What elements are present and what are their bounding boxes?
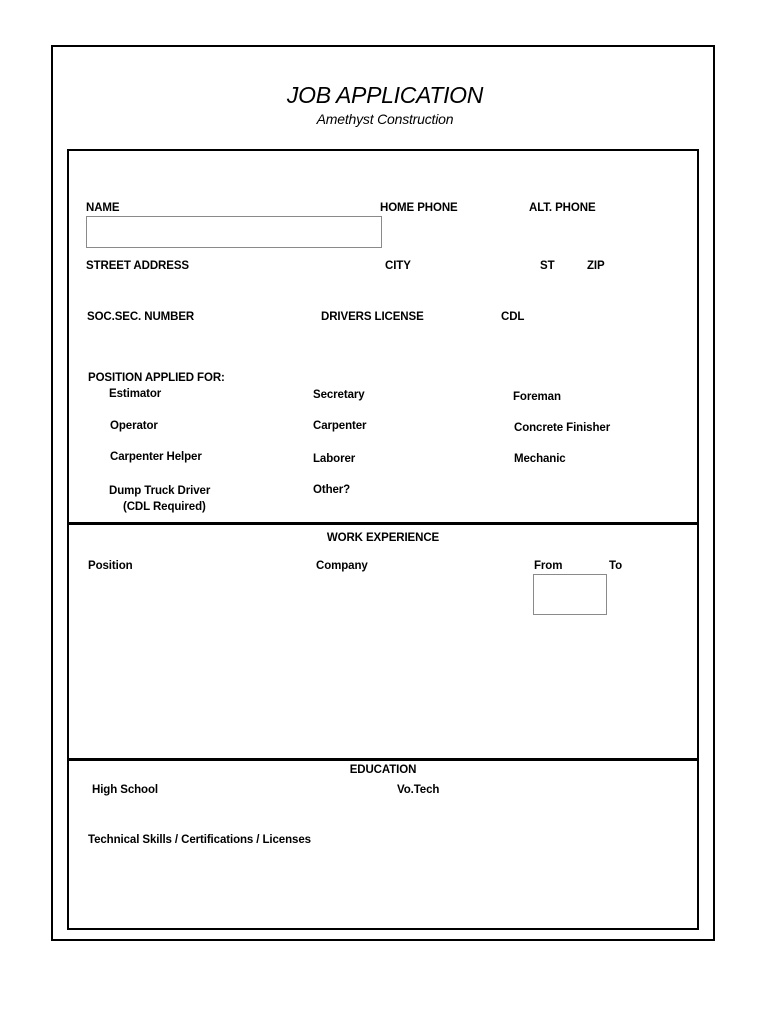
street-address-label: STREET ADDRESS: [86, 260, 189, 272]
position-operator: Operator: [110, 420, 158, 432]
votech-label: Vo.Tech: [397, 784, 440, 796]
form-title: JOB APPLICATION: [286, 82, 484, 108]
name-label: NAME: [86, 202, 120, 214]
zip-label: ZIP: [587, 260, 605, 272]
work-from-label: From: [534, 560, 563, 572]
position-foreman: Foreman: [513, 391, 561, 403]
ssn-label: SOC.SEC. NUMBER: [87, 311, 195, 323]
position-carpenter: Carpenter: [313, 420, 367, 432]
state-label: ST: [540, 260, 555, 272]
technical-skills-label: Technical Skills / Certifications / Licenses: [88, 834, 311, 846]
position-other: Other?: [313, 484, 351, 496]
position-carpenter-helper: Carpenter Helper: [110, 451, 202, 463]
work-experience-section: [67, 522, 699, 761]
cdl-label: CDL: [501, 311, 525, 323]
high-school-label: High School: [92, 784, 158, 796]
position-mechanic: Mechanic: [514, 453, 566, 465]
position-laborer: Laborer: [313, 453, 356, 465]
work-to-label: To: [609, 560, 622, 572]
city-label: CITY: [385, 260, 411, 272]
company-name: Amethyst Construction: [316, 111, 454, 127]
work-from-input[interactable]: [533, 574, 607, 615]
home-phone-label: HOME PHONE: [380, 202, 458, 214]
drivers-license-label: DRIVERS LICENSE: [321, 311, 424, 323]
position-heading: POSITION APPLIED FOR:: [88, 372, 225, 384]
work-experience-heading: WORK EXPERIENCE: [326, 532, 440, 544]
position-concrete-finisher: Concrete Finisher: [514, 422, 611, 434]
work-position-label: Position: [88, 560, 133, 572]
cdl-required-note: (CDL Required): [123, 501, 206, 513]
name-input[interactable]: [86, 216, 382, 248]
position-secretary: Secretary: [313, 389, 365, 401]
position-estimator: Estimator: [109, 388, 162, 400]
alt-phone-label: ALT. PHONE: [529, 202, 596, 214]
position-dump-truck-driver: Dump Truck Driver: [109, 485, 211, 497]
work-company-label: Company: [316, 560, 368, 572]
education-heading: EDUCATION: [349, 764, 417, 776]
